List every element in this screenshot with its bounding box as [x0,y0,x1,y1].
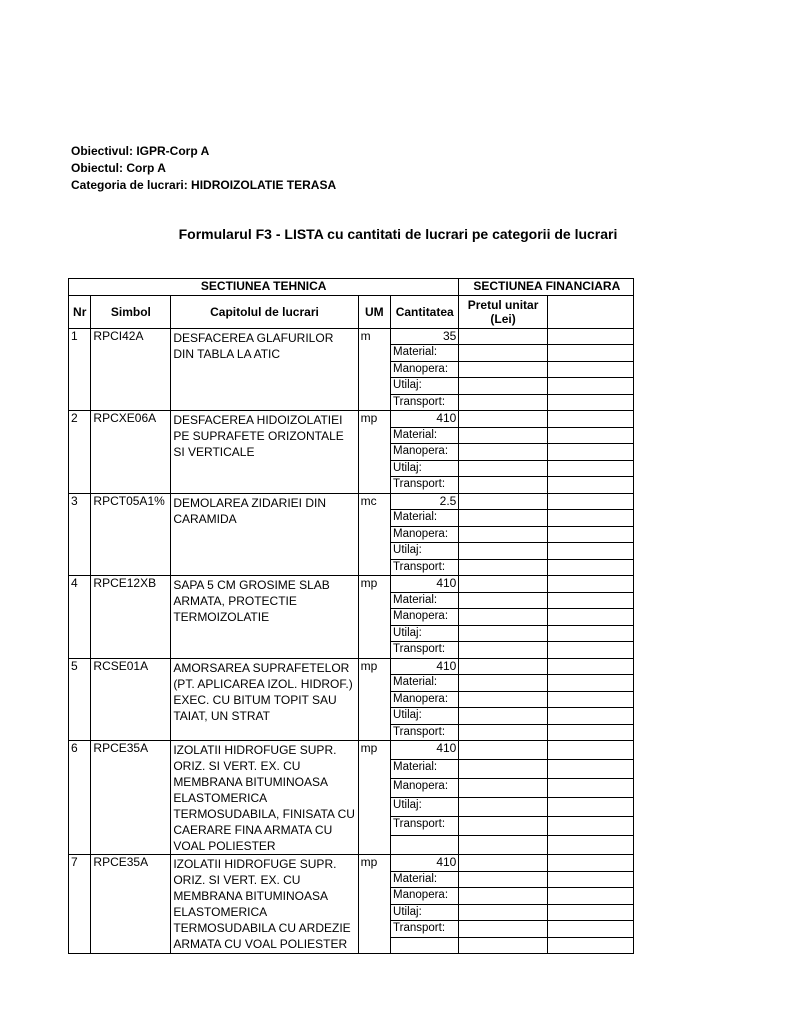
row-value [547,493,633,510]
row-nr: 5 [69,658,91,741]
row-nr: 1 [69,328,91,411]
row-um: mp [358,411,390,494]
col-header-valoare [547,295,633,328]
cost-value [547,625,633,642]
cost-price [459,691,547,708]
cost-label: Utilaj: [391,904,459,921]
cost-price [459,921,547,938]
cost-label: Material: [391,592,459,609]
cost-price [459,779,547,798]
row-quantity: 410 [391,741,459,760]
spacer-cell [547,937,633,954]
cost-value [547,609,633,626]
cost-label: Transport: [391,724,459,741]
cost-label: Material: [391,427,459,444]
spacer-cell [459,836,547,855]
col-header-um: UM [358,295,390,328]
cost-label: Utilaj: [391,625,459,642]
cost-value [547,444,633,461]
table-row [69,576,634,593]
form-title: Formularul F3 - LISTA cu cantitati de lucrari pe categorii de lucrari [178,226,618,242]
cost-label: Utilaj: [391,798,459,817]
row-unit-price [459,328,547,345]
table-row [69,493,634,510]
cost-label: Manopera: [391,888,459,905]
category-line: Categoria de lucrari: HIDROIZOLATIE TERASA [71,178,337,192]
table-row [69,411,634,428]
cost-price [459,361,547,378]
row-capitol: DEMOLAREA ZIDARIEI DIN CARAMIDA [171,493,358,576]
row-simbol: RPCE35A [91,741,171,855]
cost-value [547,691,633,708]
row-nr: 3 [69,493,91,576]
cost-price [459,724,547,741]
cost-value [547,888,633,905]
works-table-viewport [68,278,634,951]
cost-value [547,779,633,798]
row-um: mp [358,741,390,855]
cost-value [547,817,633,836]
cost-value [547,675,633,692]
cost-label: Transport: [391,394,459,411]
cost-label: Utilaj: [391,460,459,477]
row-value [547,658,633,675]
col-header-simbol: Simbol [91,295,171,328]
cost-label: Manopera: [391,691,459,708]
row-capitol: DESFACEREA HIDOIZOLATIEI PE SUPRAFETE ORIZONTALE SI VERTICALE [171,411,358,494]
cost-value [547,708,633,725]
row-unit-price [459,658,547,675]
row-nr: 4 [69,576,91,659]
row-simbol: RCSE01A [91,658,171,741]
row-capitol: AMORSAREA SUPRAFETELOR (PT. APLICAREA IZOL. HIDROF.) EXEC. CU BITUM TOPIT SAU TAIAT, UN STRAT [171,658,358,741]
cost-label: Transport: [391,642,459,659]
row-quantity: 410 [391,411,459,428]
row-unit-price [459,411,547,428]
cost-label: Material: [391,510,459,527]
spacer-cell [391,836,459,855]
cost-label: Utilaj: [391,378,459,395]
row-nr: 2 [69,411,91,494]
row-quantity: 2.5 [391,493,459,510]
row-um: mp [358,855,390,954]
cost-price [459,760,547,779]
cost-price [459,444,547,461]
cost-label: Material: [391,675,459,692]
cost-value [547,543,633,560]
row-simbol: RPCE12XB [91,576,171,659]
row-value [547,741,633,760]
row-um: mp [358,658,390,741]
row-simbol: RPCT05A1% [91,493,171,576]
cost-value [547,559,633,576]
objective-line: Obiectivul: IGPR-Corp A [71,144,210,158]
cost-label: Manopera: [391,779,459,798]
cost-price [459,427,547,444]
row-simbol: RPCE35A [91,855,171,954]
cost-price [459,708,547,725]
cost-price [459,378,547,395]
cost-price [459,543,547,560]
row-simbol: RPCI42A [91,328,171,411]
row-um: m [358,328,390,411]
cost-label: Utilaj: [391,708,459,725]
row-quantity: 410 [391,855,459,872]
cost-value [547,460,633,477]
cost-value [547,724,633,741]
section-fin-header: SECTIUNEA FINANCIARA [459,279,634,296]
cost-value [547,798,633,817]
row-simbol: RPCXE06A [91,411,171,494]
cost-label: Transport: [391,477,459,494]
cost-value [547,394,633,411]
cost-value [547,871,633,888]
cost-value [547,378,633,395]
cost-price [459,394,547,411]
spacer-cell [459,937,547,954]
cost-label: Utilaj: [391,543,459,560]
row-nr: 7 [69,855,91,954]
row-capitol: DESFACEREA GLAFURILOR DIN TABLA LA ATIC [171,328,358,411]
works-table [68,278,634,954]
cost-price [459,625,547,642]
cost-price [459,642,547,659]
col-header-capitol: Capitolul de lucrari [171,295,358,328]
col-header-cantitatea: Cantitatea [391,295,459,328]
cost-value [547,345,633,362]
cost-label: Manopera: [391,444,459,461]
object-line: Obiectul: Corp A [71,161,166,175]
row-unit-price [459,493,547,510]
cost-value [547,526,633,543]
cost-value [547,760,633,779]
cost-label: Manopera: [391,609,459,626]
row-value [547,855,633,872]
cost-label: Material: [391,345,459,362]
cost-label: Transport: [391,559,459,576]
row-quantity: 410 [391,576,459,593]
row-capitol: SAPA 5 CM GROSIME SLAB ARMATA, PROTECTIE TERMOIZOLATIE [171,576,358,659]
cost-price [459,904,547,921]
row-um: mp [358,576,390,659]
cost-value [547,361,633,378]
row-value [547,576,633,593]
row-capitol: IZOLATII HIDROFUGE SUPR. ORIZ. SI VERT. EX. CU MEMBRANA BITUMINOASA ELASTOMERICA TERMOSUDABILA, FINISATA CU CAERARE FINA ARMATA CU VOAL POLIESTER [171,741,358,855]
section-tech-header: SECTIUNEA TEHNICA [69,279,459,296]
cost-value [547,592,633,609]
cost-label: Transport: [391,817,459,836]
cost-value [547,477,633,494]
row-capitol: IZOLATII HIDROFUGE SUPR. ORIZ. SI VERT. EX. CU MEMBRANA BITUMINOASA ELASTOMERICA TERMOSUDABILA CU ARDEZIE ARMATA CU VOAL POLIESTER [171,855,358,954]
row-value [547,328,633,345]
row-quantity: 35 [391,328,459,345]
table-row [69,741,634,760]
row-value [547,411,633,428]
row-unit-price [459,576,547,593]
cost-price [459,675,547,692]
cost-value [547,427,633,444]
cost-price [459,817,547,836]
cost-price [459,871,547,888]
cost-price [459,345,547,362]
table-row [69,855,634,872]
row-unit-price [459,855,547,872]
cost-label: Material: [391,760,459,779]
spacer-cell [547,836,633,855]
cost-label: Transport: [391,921,459,938]
col-header-pret: Pretul unitar (Lei) [459,295,547,328]
cost-value [547,642,633,659]
cost-price [459,888,547,905]
cost-label: Manopera: [391,361,459,378]
spacer-cell [391,937,459,954]
cost-price [459,526,547,543]
table-row [69,328,634,345]
cost-price [459,592,547,609]
cost-value [547,921,633,938]
cost-price [459,477,547,494]
cost-price [459,798,547,817]
table-row [69,658,634,675]
col-header-nr: Nr [69,295,91,328]
cost-price [459,510,547,527]
cost-value [547,904,633,921]
cost-label: Manopera: [391,526,459,543]
cost-label: Material: [391,871,459,888]
row-quantity: 410 [391,658,459,675]
cost-value [547,510,633,527]
cost-price [459,460,547,477]
row-nr: 6 [69,741,91,855]
cost-price [459,609,547,626]
row-um: mc [358,493,390,576]
row-unit-price [459,741,547,760]
cost-price [459,559,547,576]
